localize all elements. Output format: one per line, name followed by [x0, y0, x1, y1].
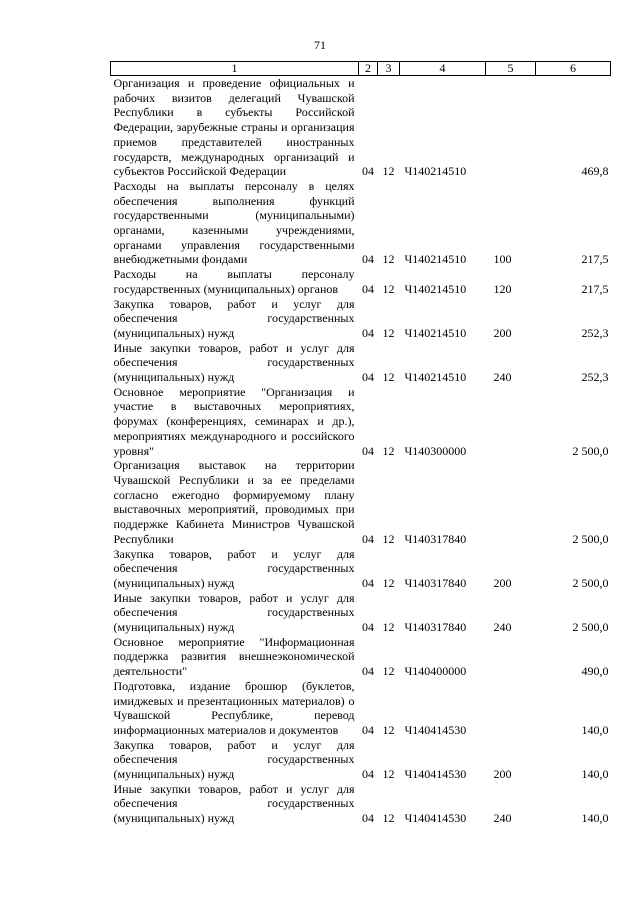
row-target-code: Ч140214510: [404, 281, 467, 296]
table-row: [111, 297, 611, 341]
row-section: 04: [362, 767, 374, 782]
row-expense-type: 240: [493, 370, 512, 385]
row-description: Подготовка, издание брошюр (буклетов, имиджевых и презентационных материалов) о Чувашской Республике, перевод информационных материалов и документов: [113, 678, 355, 737]
row-expense-type: [486, 76, 536, 179]
row-expense-type: 200: [493, 575, 512, 590]
row-amount: 217,5: [581, 281, 609, 296]
row-amount: 140,0: [581, 811, 609, 826]
row-description: Закупка товаров, работ и услуг для обеспечения государственных (муниципальных) нужд: [113, 546, 355, 590]
row-section: 04: [362, 325, 374, 340]
row-subsection: 12: [382, 767, 395, 782]
row-subsection: 12: [382, 443, 395, 458]
row-expense-type: [486, 385, 536, 459]
row-amount: 217,5: [581, 252, 609, 267]
row-expense-type: 240: [493, 620, 512, 635]
row-target-code: Ч140400000: [404, 664, 467, 679]
row-target-code: Ч140214510: [404, 370, 467, 385]
row-target-code: Ч140214510: [404, 325, 467, 340]
row-section: 04: [362, 281, 374, 296]
header-cell-3: 3: [378, 62, 400, 76]
row-section: 04: [362, 164, 374, 179]
row-subsection: 12: [382, 575, 395, 590]
table-row: [111, 341, 611, 385]
table-row: [111, 76, 611, 179]
row-description: Основное мероприятие "Информационная поддержка развития внешнеэкономической деятельности": [113, 634, 355, 679]
row-target-code: Ч140414530: [404, 811, 467, 826]
table-row: [111, 591, 611, 635]
table-row: [111, 679, 611, 738]
row-target-code: Ч140317840: [404, 531, 467, 546]
row-description: Иные закупки товаров, работ и услуг для обеспечения государственных (муниципальных) нужд: [113, 781, 355, 826]
row-description: Организация выставок на территории Чувашской Республики и за ее пределами согласно ежегодно формируемому плану выставочных мероприятий, проводимых при поддержке Кабинета Министров Чувашской Республики: [113, 458, 355, 546]
row-amount: 140,0: [581, 722, 609, 737]
row-amount: 469,8: [581, 164, 609, 179]
row-section: 04: [362, 575, 374, 590]
row-amount: 140,0: [581, 767, 609, 782]
row-section: 04: [362, 531, 374, 546]
table-row: [111, 635, 611, 679]
row-section: 04: [362, 443, 374, 458]
row-description: Закупка товаров, работ и услуг для обеспечения государственных (муниципальных) нужд: [113, 296, 355, 340]
row-amount: 2 500,0: [572, 575, 609, 590]
row-description: Иные закупки товаров, работ и услуг для обеспечения государственных (муниципальных) нужд: [113, 590, 355, 635]
row-target-code: Ч140214510: [404, 252, 467, 267]
row-amount: 2 500,0: [572, 443, 609, 458]
row-expense-type: 120: [493, 281, 512, 296]
row-description: Закупка товаров, работ и услуг для обеспечения государственных (муниципальных) нужд: [113, 737, 355, 782]
row-section: 04: [362, 722, 374, 737]
row-expense-type: 200: [493, 325, 512, 340]
row-expense-type: 100: [493, 252, 512, 267]
row-subsection: 12: [382, 620, 395, 635]
table-row: [111, 738, 611, 782]
row-section: 04: [362, 620, 374, 635]
header-cell-1: 1: [111, 62, 359, 76]
row-description: Организация и проведение официальных и рабочих визитов делегаций Чувашской Республики в субъекты Российской Федерации, зарубежные страны и организация приемов представителей иностранных государств, международных организаций и субъектов Российской Федерации: [113, 76, 355, 179]
row-amount: 2 500,0: [572, 531, 609, 546]
page-number: 71: [314, 38, 326, 52]
row-description: Расходы на выплаты персоналу государственных (муниципальных) органов: [113, 267, 355, 296]
row-target-code: Ч140414530: [404, 722, 467, 737]
row-target-code: Ч140414530: [404, 767, 467, 782]
row-target-code: Ч140300000: [404, 443, 467, 458]
header-cell-2: 2: [359, 62, 378, 76]
row-subsection: 12: [382, 252, 395, 267]
row-target-code: Ч140317840: [404, 620, 467, 635]
row-amount: 490,0: [581, 664, 609, 679]
row-subsection: 12: [382, 664, 395, 679]
row-description: Иные закупки товаров, работ и услуг для обеспечения государственных (муниципальных) нужд: [113, 340, 355, 385]
row-expense-type: [486, 635, 536, 679]
row-subsection: 12: [382, 325, 395, 340]
table-row: [111, 267, 611, 296]
row-subsection: 12: [382, 281, 395, 296]
row-subsection: 12: [382, 531, 395, 546]
row-section: 04: [362, 664, 374, 679]
header-cell-5: 5: [486, 62, 536, 76]
row-section: 04: [362, 370, 374, 385]
header-cell-4: 4: [400, 62, 486, 76]
row-subsection: 12: [382, 164, 395, 179]
row-subsection: 12: [382, 370, 395, 385]
table-row: [111, 547, 611, 591]
table-row: [111, 458, 611, 546]
row-amount: 252,3: [581, 370, 609, 385]
row-target-code: Ч140214510: [404, 164, 467, 179]
budget-table: [110, 61, 611, 826]
row-description: Расходы на выплаты персоналу в целях обеспечения выполнения функций государственными (муниципальными) органами, казенными учреждениями, органами управления государственными внебюджетными фондами: [113, 178, 355, 267]
table-header-row: [111, 62, 611, 76]
row-expense-type: 240: [493, 811, 512, 826]
row-subsection: 12: [382, 722, 395, 737]
row-expense-type: [486, 679, 536, 738]
row-section: 04: [362, 252, 374, 267]
row-expense-type: 200: [493, 767, 512, 782]
row-section: 04: [362, 811, 374, 826]
row-target-code: Ч140317840: [404, 575, 467, 590]
row-subsection: 12: [382, 811, 395, 826]
row-description: Основное мероприятие "Организация и участие в выставочных мероприятиях, форумах (конференциях, семинарах и др.), мероприятиях международного и российского уровня": [113, 384, 355, 458]
row-amount: 252,3: [581, 325, 609, 340]
table-row: [111, 179, 611, 267]
header-cell-6: 6: [536, 62, 611, 76]
table-row: [111, 782, 611, 826]
row-amount: 2 500,0: [572, 620, 609, 635]
table-row: [111, 385, 611, 459]
row-expense-type: [486, 458, 536, 546]
